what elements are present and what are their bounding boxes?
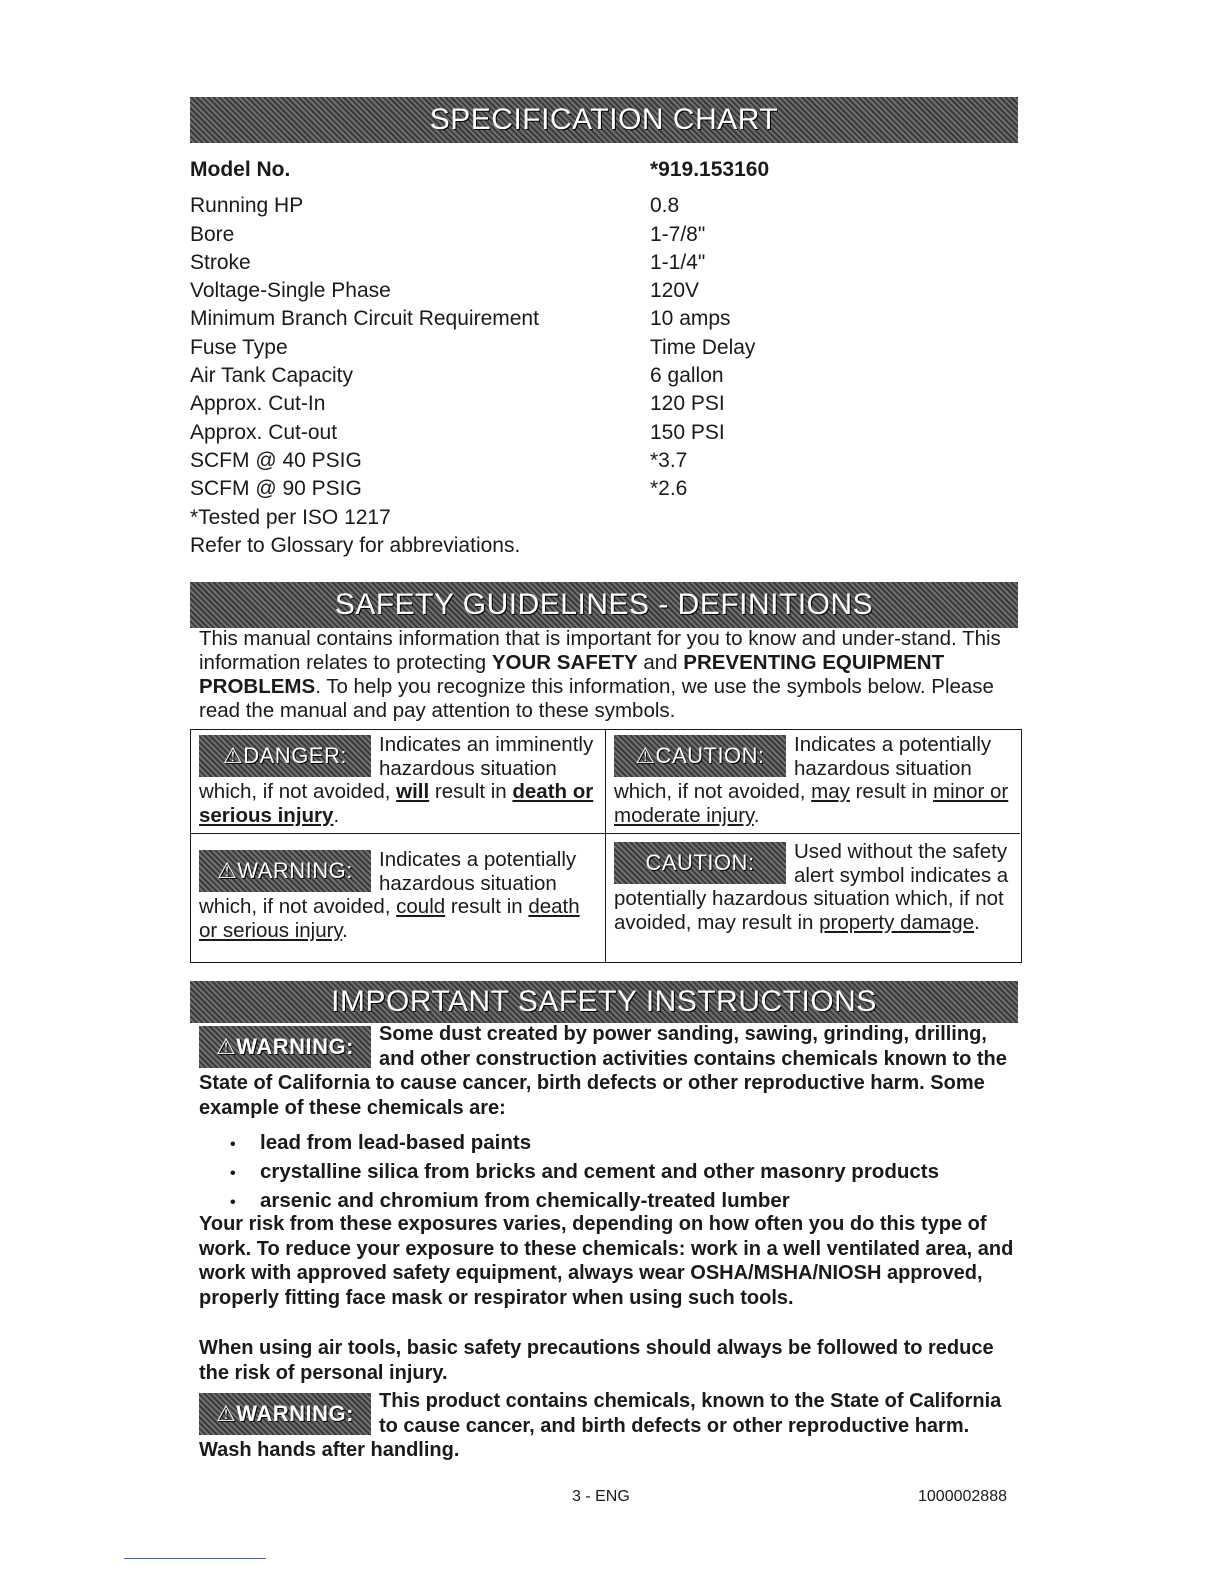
definitions-table	[190, 729, 1022, 963]
spec-row	[190, 475, 1018, 503]
page-number: 3 - ENG	[572, 1488, 630, 1505]
spec-label: Approx. Cut-out	[190, 420, 338, 444]
intro-text-1: This manual contains information that is important for you to know and under-stand. This information relates to protecting	[199, 627, 1001, 674]
warning-text: Indicates a potentially hazardous situation which, if not avoided,	[199, 848, 577, 918]
spec-value: 0.8	[650, 194, 680, 218]
chemical-list	[230, 1129, 939, 1216]
spec-value: 1-1/4"	[650, 250, 706, 274]
spec-label: Voltage-Single Phase	[190, 279, 391, 303]
model-value: *919.153160	[650, 158, 770, 181]
spec-row	[190, 334, 1018, 362]
caution-no-symbol-definition	[606, 834, 1020, 962]
list-item: • crystalline silica from bricks and cement and other masonry products	[230, 1158, 939, 1187]
intro-bold-your-safety: YOUR SAFETY	[491, 651, 638, 674]
warning-outcome: death or serious injury	[199, 895, 580, 942]
important-safety-title-text: IMPORTANT SAFETY INSTRUCTIONS	[331, 985, 877, 1018]
list-item: • lead from lead-based paints	[230, 1129, 939, 1158]
danger-will: will	[396, 780, 430, 803]
caution-outcome: minor or moderate injury	[614, 780, 1009, 827]
intro-text-2: and	[637, 651, 684, 674]
spec-label: SCFM @ 40 PSIG	[190, 448, 362, 472]
safety-guidelines-title	[190, 582, 1018, 628]
caution-plain-end: .	[974, 910, 980, 934]
bottom-rule	[124, 1558, 266, 1559]
spec-row	[190, 192, 1018, 220]
spec-row	[190, 305, 1018, 333]
spec-label: Bore	[190, 222, 235, 246]
caution-text-2: result in	[849, 780, 934, 803]
danger-text-2: result in	[429, 780, 513, 803]
caution-badge: ⚠CAUTION:	[614, 735, 786, 777]
warning-could: could	[396, 895, 446, 918]
model-label: Model No.	[190, 158, 291, 181]
spec-note-tested: *Tested per ISO 1217	[190, 505, 391, 529]
warning-badge: ⚠WARNING:	[199, 850, 371, 892]
spec-label: Fuse Type	[190, 335, 288, 359]
caution-end: .	[753, 803, 760, 827]
danger-text: Indicates an imminently hazardous situation which, if not avoided,	[199, 733, 594, 803]
spec-label: Approx. Cut-In	[190, 392, 326, 416]
caution-plain-text: Used without the safety alert symbol indicates a potentially hazardous situation which, if not avoided, may result in	[614, 840, 1009, 934]
danger-end: .	[333, 803, 340, 827]
exposure-paragraph: Your risk from these exposures varies, depending on how often you do this type of work. To reduce your exposure to these chemicals: work in a well ventilated area, and work with approved safety equipment, always wear OSHA/MSHA/NIOSH approved, properly fitting face mask or respirator when using such tools.	[199, 1213, 1014, 1309]
danger-badge: ⚠DANGER:	[199, 735, 371, 777]
caution-plain-outcome: property damage	[819, 910, 975, 934]
warning-chemicals	[199, 1389, 1024, 1463]
warning-dust-badge: ⚠WARNING:	[199, 1026, 371, 1068]
spec-value: *2.6	[650, 477, 688, 501]
warning-dust	[199, 1022, 1024, 1120]
spec-chart-title	[190, 97, 1018, 143]
warning-dust-text: Some dust created by power sanding, sawing, grinding, drilling, and other construction activities contains chemicals known to the State of California to cause cancer, birth defects or other reproductive harm. Some example of these chemicals are:	[199, 1023, 1007, 1119]
spec-label: Running HP	[190, 194, 304, 218]
spec-rows	[190, 192, 1018, 503]
spec-value: Time Delay	[650, 335, 756, 359]
spec-label: Air Tank Capacity	[190, 364, 354, 388]
spec-row	[190, 447, 1018, 475]
warning-end: .	[342, 918, 348, 942]
danger-outcome: death or serious injury	[199, 780, 594, 827]
warning-chemicals-badge: ⚠WARNING:	[199, 1393, 371, 1435]
spec-row	[190, 277, 1018, 305]
spec-value: 1-7/8"	[650, 222, 706, 246]
spec-value: 120 PSI	[650, 392, 725, 416]
spec-row	[190, 419, 1018, 447]
spec-note-glossary: Refer to Glossary for abbreviations.	[190, 533, 521, 557]
list-item: • arsenic and chromium from chemically-treated lumber	[230, 1187, 939, 1216]
caution-plain-badge: CAUTION:	[614, 842, 786, 884]
spec-value: 150 PSI	[650, 420, 725, 444]
intro-bold-preventing: PREVENTING EQUIPMENT PROBLEMS	[199, 651, 945, 698]
important-safety-title	[190, 981, 1018, 1023]
safety-guidelines-title-text: SAFETY GUIDELINES - DEFINITIONS	[334, 588, 874, 621]
caution-text: Indicates a potentially hazardous situation which, if not avoided,	[614, 733, 992, 803]
spec-value: 120V	[650, 279, 700, 303]
spec-label: Minimum Branch Circuit Requirement	[190, 307, 539, 331]
warning-definition	[191, 834, 606, 962]
safety-intro	[199, 627, 1011, 723]
warning-text-2: result in	[445, 895, 529, 918]
spec-row	[190, 362, 1018, 390]
spec-label: Stroke	[190, 250, 251, 274]
caution-definition	[606, 730, 1020, 834]
document-number: 1000002888	[918, 1488, 1007, 1505]
spec-header-row	[190, 156, 1018, 184]
caution-may: may	[811, 780, 850, 803]
spec-table	[190, 156, 1018, 560]
warning-chemicals-text: This product contains chemicals, known to the State of California to cause cancer, and birth defects or other reproductive harm. Wash hands after handling.	[199, 1390, 1002, 1461]
intro-text-3: . To help you recognize this information, we use the symbols below. Please read the manual and pay attention to these symbols.	[199, 675, 994, 722]
spec-row	[190, 390, 1018, 418]
spec-value: *3.7	[650, 448, 688, 472]
spec-row	[190, 221, 1018, 249]
danger-definition	[191, 730, 606, 834]
air-tools-paragraph: When using air tools, basic safety precautions should always be followed to reduce the risk of personal injury.	[199, 1337, 994, 1384]
spec-row	[190, 249, 1018, 277]
spec-label: SCFM @ 90 PSIG	[190, 477, 362, 501]
spec-chart-title-text: SPECIFICATION CHART	[429, 103, 779, 136]
spec-value: 6 gallon	[650, 364, 724, 388]
spec-value: 10 amps	[650, 307, 731, 331]
